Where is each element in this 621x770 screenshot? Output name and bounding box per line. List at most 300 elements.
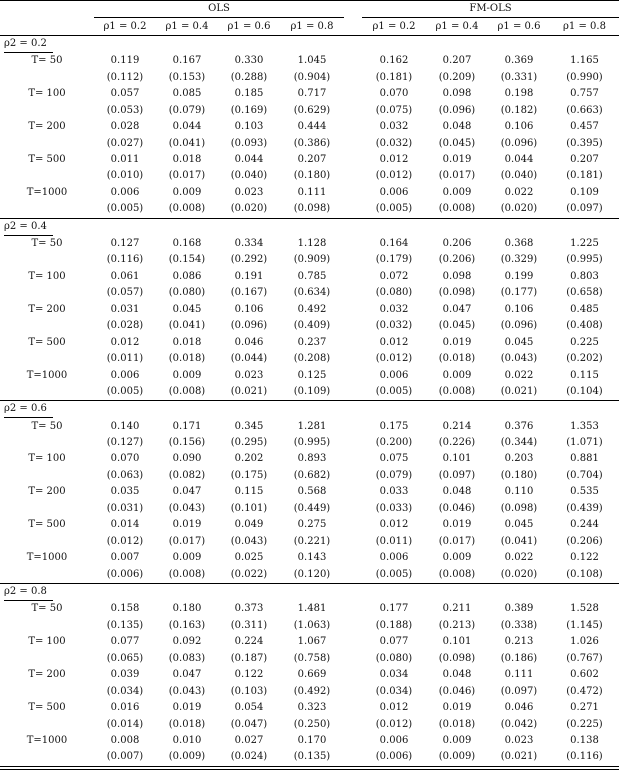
group-gap [344, 517, 362, 533]
fmols-se-cell: (0.046) [438, 502, 476, 514]
ols-rho1-header: ρ1 = 0.2 [94, 18, 156, 35]
sample-size-label: T= 200 [28, 669, 66, 681]
ols-se-cell: (0.009) [156, 749, 218, 766]
ols-se-cell: (0.156) [168, 437, 206, 449]
ols-value-cell: 0.054 [234, 702, 264, 714]
group-gap [344, 119, 362, 135]
fmols-value-cell: 0.019 [442, 336, 472, 348]
fmols-se-cell: (0.097) [438, 469, 476, 481]
fmols-value-cell: 0.006 [379, 552, 409, 564]
table-row-se [0, 567, 619, 584]
ols-se-cell: (0.017) [168, 170, 206, 182]
ols-value-cell: 0.006 [110, 369, 140, 381]
sample-size-label: T= 200 [28, 486, 66, 498]
fmols-value-cell: 0.101 [442, 453, 472, 465]
ols-value-cell: 0.168 [172, 237, 202, 249]
blank-label-cell [0, 318, 94, 334]
group-gap [344, 236, 362, 252]
table-row [0, 152, 619, 168]
ols-value-cell: 1.045 [297, 55, 327, 67]
ols-value-cell: 0.185 [234, 88, 264, 100]
ols-se-cell: (0.909) [293, 254, 331, 266]
ols-se-cell: (0.018) [168, 718, 206, 730]
ols-se-cell: (0.010) [106, 170, 144, 182]
fmols-se-cell: (0.043) [500, 353, 538, 365]
blank-label-cell [0, 69, 94, 85]
ols-value-cell: 0.057 [110, 88, 140, 100]
table-row [0, 550, 619, 566]
ols-value-cell: 1.281 [297, 420, 327, 432]
ols-value-cell: 0.016 [110, 702, 140, 714]
fmols-se-cell: (0.096) [438, 104, 476, 116]
table-body [0, 35, 619, 766]
group-gap [344, 1, 362, 18]
blank-label-cell [0, 683, 94, 699]
fmols-se-cell: (1.145) [566, 619, 603, 631]
fmols-se-cell: (0.017) [438, 535, 476, 547]
fmols-se-cell: (0.075) [375, 104, 413, 116]
fmols-se-cell: (0.177) [500, 287, 538, 299]
fmols-value-cell: 0.032 [379, 303, 409, 315]
fmols-value-cell: 0.009 [442, 186, 472, 198]
fmols-value-cell: 0.047 [442, 303, 472, 315]
blank-label-cell [0, 351, 94, 367]
ols-value-cell: 0.167 [172, 55, 202, 67]
table-row [0, 451, 619, 467]
ols-value-cell: 0.006 [110, 186, 140, 198]
ols-rho1-header: ρ1 = 0.6 [218, 18, 280, 35]
fmols-se-cell: (0.008) [438, 386, 476, 398]
fmols-se-cell: (0.098) [438, 652, 476, 664]
ols-se-cell: (0.175) [230, 469, 268, 481]
group-gap [344, 418, 362, 434]
fmols-se-cell: (0.704) [566, 469, 603, 481]
ols-value-cell: 0.077 [110, 636, 140, 648]
fmols-se-cell: (0.041) [500, 535, 538, 547]
ols-group-header: OLS [94, 1, 344, 18]
blank-label-cell [0, 650, 94, 666]
ols-se-cell: (0.043) [230, 535, 268, 547]
fmols-se-cell: (0.408) [566, 320, 603, 332]
table-row-se [0, 384, 619, 401]
ols-value-cell: 0.047 [172, 486, 202, 498]
fmols-se-cell: (1.071) [566, 437, 603, 449]
ols-value-cell: 0.019 [172, 702, 202, 714]
sample-size-label: T= 500 [28, 702, 66, 714]
group-gap [344, 285, 362, 301]
table-row [0, 334, 619, 350]
ols-se-cell: (0.017) [168, 535, 206, 547]
fmols-se-cell: (0.005) [375, 203, 413, 215]
fmols-se-cell: (0.209) [438, 71, 476, 83]
table-row-se [0, 534, 619, 550]
ols-se-cell: (0.080) [168, 287, 206, 299]
fmols-value-cell: 0.138 [570, 734, 599, 746]
ols-value-cell: 0.011 [110, 153, 140, 165]
blank-label-cell [0, 384, 94, 401]
ols-se-cell: (0.014) [106, 718, 144, 730]
ols-value-cell: 0.028 [110, 121, 140, 133]
fmols-se-cell: (0.079) [375, 469, 413, 481]
group-gap [344, 567, 362, 584]
ols-value-cell: 0.049 [234, 519, 264, 531]
fmols-value-cell: 0.389 [504, 603, 534, 615]
fmols-se-cell: (0.200) [375, 437, 413, 449]
ols-value-cell: 0.180 [172, 603, 202, 615]
fmols-value-cell: 0.045 [504, 336, 534, 348]
ols-value-cell: 1.128 [297, 237, 327, 249]
ols-se-cell: (0.292) [230, 254, 268, 266]
sample-size-label: T= 100 [28, 270, 66, 282]
fmols-value-cell: 0.012 [379, 519, 409, 531]
ols-value-cell: 0.334 [234, 237, 264, 249]
ols-se-cell: (0.995) [293, 437, 331, 449]
group-gap [344, 667, 362, 683]
fmols-value-cell: 0.019 [442, 519, 472, 531]
ols-value-cell: 0.018 [172, 336, 202, 348]
ols-value-cell: 0.008 [110, 734, 140, 746]
group-gap [344, 152, 362, 168]
ols-se-cell: (0.044) [230, 353, 268, 365]
sample-size-label: T= 500 [28, 153, 66, 165]
table-row-se [0, 69, 619, 85]
group-gap [344, 550, 362, 566]
fmols-se-cell: (0.186) [500, 652, 538, 664]
fmols-value-cell: 0.109 [570, 186, 599, 198]
ols-se-cell: (0.063) [106, 469, 144, 481]
fmols-value-cell: 0.214 [442, 420, 472, 432]
rho2-block-cell [0, 35, 619, 53]
ols-se-cell: (0.904) [293, 71, 331, 83]
fmols-value-cell: 0.012 [379, 702, 409, 714]
fmols-se-cell: (0.767) [566, 652, 603, 664]
fmols-value-cell: 0.012 [379, 153, 409, 165]
ols-value-cell: 0.090 [172, 453, 202, 465]
fmols-value-cell: 0.369 [504, 55, 534, 67]
rho2-block-cell [0, 218, 619, 236]
ols-se-cell: (0.007) [94, 749, 156, 766]
ols-value-cell: 0.086 [172, 270, 202, 282]
ols-value-cell: 0.007 [110, 552, 140, 564]
ols-value-cell: 0.092 [172, 636, 202, 648]
fmols-se-cell: (0.012) [375, 170, 413, 182]
fmols-value-cell: 0.213 [504, 636, 534, 648]
sample-size-label: T=1000 [26, 552, 68, 564]
ols-se-cell: (0.120) [293, 568, 331, 580]
fmols-value-cell: 0.206 [442, 237, 472, 249]
group-gap [344, 501, 362, 517]
ols-se-cell: (0.208) [293, 353, 331, 365]
ols-se-cell: (0.311) [230, 619, 268, 631]
ols-se-cell: (0.135) [106, 619, 144, 631]
sample-size-label: T= 200 [28, 303, 66, 315]
fmols-se-cell: (0.045) [438, 320, 476, 332]
ols-value-cell: 0.323 [297, 702, 327, 714]
ols-value-cell: 0.111 [297, 186, 327, 198]
fmols-se-cell: (0.097) [566, 203, 603, 215]
ols-value-cell: 0.019 [172, 519, 202, 531]
fmols-value-cell: 0.048 [442, 669, 472, 681]
ols-value-cell: 0.044 [172, 121, 202, 133]
group-gap [344, 634, 362, 650]
fmols-se-cell: (0.032) [375, 320, 413, 332]
fmols-se-cell: (0.020) [500, 203, 538, 215]
ols-value-cell: 0.444 [297, 121, 327, 133]
sample-size-label: T= 100 [28, 88, 66, 100]
table-row [0, 269, 619, 285]
blank-label-cell [0, 534, 94, 550]
ols-se-cell: (0.043) [168, 685, 206, 697]
table-row [0, 367, 619, 383]
fmols-se-cell: (0.439) [566, 502, 603, 514]
ols-rho1-header: ρ1 = 0.4 [156, 18, 218, 35]
sample-size-label: T= 500 [28, 336, 66, 348]
ols-se-cell: (0.021) [230, 386, 268, 398]
ols-se-cell: (0.135) [280, 749, 344, 766]
ols-se-cell: (0.022) [230, 568, 268, 580]
ols-value-cell: 0.119 [110, 55, 140, 67]
fmols-value-cell: 0.271 [570, 702, 599, 714]
group-gap [344, 716, 362, 732]
ols-se-cell: (0.008) [168, 386, 206, 398]
ols-se-cell: (0.079) [168, 104, 206, 116]
group-gap [344, 367, 362, 383]
blank-label-cell [0, 252, 94, 268]
table-row [0, 119, 619, 135]
ols-value-cell: 0.717 [297, 88, 327, 100]
blank-label-cell [0, 168, 94, 184]
table-row [0, 667, 619, 683]
fmols-se-cell: (0.018) [438, 353, 476, 365]
ols-value-cell: 0.893 [297, 453, 327, 465]
ols-value-cell: 0.010 [172, 734, 202, 746]
ols-value-cell: 0.122 [234, 669, 264, 681]
sample-size-label: T=1000 [26, 186, 68, 198]
ols-se-cell: (0.098) [293, 203, 331, 215]
ols-value-cell: 1.067 [297, 636, 327, 648]
ols-se-cell: (0.492) [293, 685, 331, 697]
fmols-value-cell: 0.115 [570, 369, 599, 381]
ols-value-cell: 0.125 [297, 369, 327, 381]
fmols-value-cell: 0.006 [379, 734, 409, 746]
ols-se-cell: (0.018) [168, 353, 206, 365]
ols-se-cell: (0.167) [230, 287, 268, 299]
ols-value-cell: 1.481 [297, 603, 327, 615]
fmols-value-cell: 0.012 [379, 336, 409, 348]
ols-se-cell: (0.053) [106, 104, 144, 116]
fmols-se-cell: (0.225) [566, 718, 603, 730]
ols-se-cell: (0.008) [168, 568, 206, 580]
rho2-label: ρ2 = 0.4 [4, 219, 53, 236]
fmols-value-cell: 0.177 [379, 603, 409, 615]
fmols-se-cell: (0.338) [500, 619, 538, 631]
ols-value-cell: 0.373 [234, 603, 264, 615]
corner-cell [0, 1, 94, 18]
ols-se-cell: (0.112) [106, 71, 144, 83]
fmols-value-cell: 0.164 [379, 237, 409, 249]
fmols-value-cell: 0.207 [570, 153, 599, 165]
ols-se-cell: (0.008) [168, 203, 206, 215]
ols-value-cell: 0.669 [297, 669, 327, 681]
fmols-se-cell: (0.116) [550, 749, 619, 766]
table-row-se [0, 318, 619, 334]
fmols-value-cell: 0.106 [504, 121, 534, 133]
fmols-se-cell: (0.080) [375, 652, 413, 664]
fmols-value-cell: 0.023 [504, 734, 534, 746]
fmols-value-cell: 0.457 [570, 121, 599, 133]
fmols-se-cell: (0.188) [375, 619, 413, 631]
fmols-se-cell: (0.096) [500, 137, 538, 149]
fmols-value-cell: 0.106 [504, 303, 534, 315]
ols-value-cell: 0.025 [234, 552, 264, 564]
rho2-label: ρ2 = 0.6 [4, 401, 53, 418]
table-row [0, 517, 619, 533]
fmols-se-cell: (0.020) [500, 568, 538, 580]
rho2-block-header [0, 218, 619, 236]
table-row-se [0, 716, 619, 732]
ols-se-cell: (0.028) [106, 320, 144, 332]
ols-value-cell: 0.009 [172, 369, 202, 381]
ols-se-cell: (0.169) [230, 104, 268, 116]
ols-value-cell: 0.023 [234, 186, 264, 198]
fmols-value-cell: 0.045 [504, 519, 534, 531]
ols-se-cell: (0.034) [106, 685, 144, 697]
fmols-se-cell: (0.017) [438, 170, 476, 182]
ols-se-cell: (0.027) [106, 137, 144, 149]
fmols-value-cell: 0.225 [570, 336, 599, 348]
group-gap [344, 617, 362, 633]
group-gap [344, 201, 362, 218]
fmols-value-cell: 1.225 [570, 237, 599, 249]
fmols-value-cell: 0.602 [570, 669, 599, 681]
fmols-se-cell: (0.331) [500, 71, 538, 83]
fmols-se-cell: (0.080) [375, 287, 413, 299]
rho2-label: ρ2 = 0.2 [4, 36, 53, 53]
fmols-value-cell: 1.528 [570, 603, 599, 615]
ols-value-cell: 0.330 [234, 55, 264, 67]
group-gap [344, 451, 362, 467]
group-gap [344, 683, 362, 699]
corner-cell [0, 18, 94, 35]
ols-value-cell: 0.009 [172, 186, 202, 198]
ols-se-cell: (0.163) [168, 619, 206, 631]
ols-se-cell: (0.031) [106, 502, 144, 514]
sample-size-label: T= 200 [28, 121, 66, 133]
ols-value-cell: 0.046 [234, 336, 264, 348]
fmols-value-cell: 0.044 [504, 153, 534, 165]
fmols-value-cell: 0.199 [504, 270, 534, 282]
fmols-se-cell: (0.663) [566, 104, 603, 116]
ols-value-cell: 0.785 [297, 270, 327, 282]
rho2-block-header [0, 35, 619, 53]
table-row [0, 634, 619, 650]
fmols-value-cell: 0.034 [379, 669, 409, 681]
fmols-se-cell: (0.032) [375, 137, 413, 149]
ols-value-cell: 0.568 [297, 486, 327, 498]
group-gap [344, 53, 362, 69]
fmols-group-header: FM-OLS [362, 1, 619, 18]
ols-value-cell: 0.224 [234, 636, 264, 648]
group-gap [344, 168, 362, 184]
ols-se-cell: (0.295) [230, 437, 268, 449]
group-gap [344, 484, 362, 500]
ols-value-cell: 0.044 [234, 153, 264, 165]
fmols-value-cell: 0.203 [504, 453, 534, 465]
fmols-se-cell: (0.104) [566, 386, 603, 398]
ols-value-cell: 0.018 [172, 153, 202, 165]
fmols-value-cell: 0.075 [379, 453, 409, 465]
fmols-value-cell: 0.019 [442, 153, 472, 165]
rho1-header-row [0, 18, 619, 35]
fmols-se-cell: (0.042) [500, 718, 538, 730]
table-row [0, 236, 619, 252]
group-gap [344, 252, 362, 268]
ols-value-cell: 0.115 [234, 486, 264, 498]
fmols-value-cell: 0.048 [442, 121, 472, 133]
ols-se-cell: (0.041) [168, 320, 206, 332]
ols-se-cell: (0.682) [293, 469, 331, 481]
group-gap [344, 69, 362, 85]
table-row-se [0, 749, 619, 766]
ols-value-cell: 0.275 [297, 519, 327, 531]
rho2-block-header [0, 401, 619, 419]
table-row-se [0, 168, 619, 184]
fmols-value-cell: 0.022 [504, 186, 534, 198]
fmols-se-cell: (0.009) [426, 749, 488, 766]
ols-value-cell: 0.127 [110, 237, 140, 249]
fmols-value-cell: 0.098 [442, 88, 472, 100]
ols-value-cell: 0.027 [234, 734, 264, 746]
ols-value-cell: 0.045 [172, 303, 202, 315]
ols-se-cell: (0.449) [293, 502, 331, 514]
ols-value-cell: 0.345 [234, 420, 264, 432]
ols-se-cell: (0.043) [168, 502, 206, 514]
fmols-value-cell: 0.022 [504, 369, 534, 381]
group-gap [344, 650, 362, 666]
fmols-value-cell: 1.353 [570, 420, 599, 432]
sample-size-label: T= 50 [31, 55, 63, 67]
fmols-se-cell: (0.096) [500, 320, 538, 332]
blank-label-cell [0, 201, 94, 218]
fmols-se-cell: (0.005) [375, 386, 413, 398]
ols-se-cell: (0.409) [293, 320, 331, 332]
ols-se-cell: (0.288) [230, 71, 268, 83]
fmols-se-cell: (0.202) [566, 353, 603, 365]
ols-value-cell: 0.031 [110, 303, 140, 315]
ols-value-cell: 0.009 [172, 552, 202, 564]
fmols-value-cell: 0.198 [504, 88, 534, 100]
ols-se-cell: (0.629) [293, 104, 331, 116]
ols-value-cell: 0.012 [110, 336, 140, 348]
fmols-value-cell: 0.009 [442, 369, 472, 381]
fmols-se-cell: (0.021) [500, 386, 538, 398]
ols-value-cell: 0.202 [234, 453, 264, 465]
ols-se-cell: (0.082) [168, 469, 206, 481]
ols-value-cell: 0.035 [110, 486, 140, 498]
ols-value-cell: 0.061 [110, 270, 140, 282]
table-row [0, 53, 619, 69]
fmols-value-cell: 0.046 [504, 702, 534, 714]
ols-value-cell: 0.143 [297, 552, 327, 564]
group-gap [344, 700, 362, 716]
group-header-row [0, 1, 619, 18]
rho2-label: ρ2 = 0.8 [4, 584, 53, 601]
fmols-value-cell: 0.006 [379, 186, 409, 198]
fmols-rho1-header: ρ1 = 0.2 [362, 18, 426, 35]
fmols-se-cell: (0.226) [438, 437, 476, 449]
ols-value-cell: 0.070 [110, 453, 140, 465]
fmols-value-cell: 0.207 [442, 55, 472, 67]
